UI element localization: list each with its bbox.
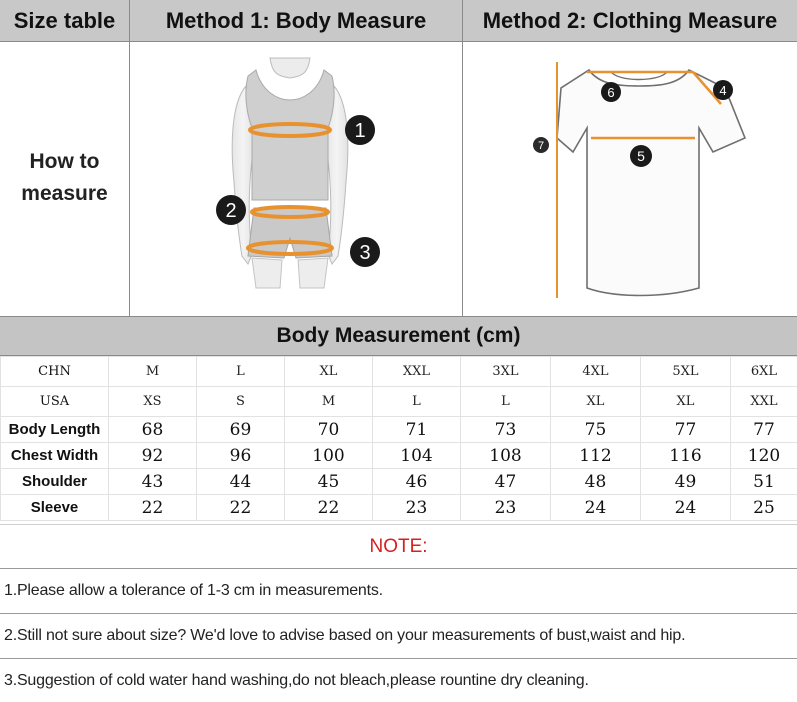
table-cell: 24 bbox=[551, 495, 641, 521]
table-cell: XXL bbox=[373, 357, 461, 387]
marker-7 bbox=[533, 137, 549, 153]
table-cell: M bbox=[285, 387, 373, 417]
table-cell: 22 bbox=[285, 495, 373, 521]
table-cell: 47 bbox=[461, 469, 551, 495]
size-table-header: Size table bbox=[13, 7, 116, 33]
table-row bbox=[1, 495, 797, 521]
table-cell: XXL bbox=[731, 387, 797, 417]
table-row bbox=[1, 443, 797, 469]
table-cell: XL bbox=[641, 387, 731, 417]
table-cell: L bbox=[373, 387, 461, 417]
table-cell: XS bbox=[109, 387, 197, 417]
table-cell: 70 bbox=[285, 417, 373, 443]
table-cell: 96 bbox=[197, 443, 285, 469]
table-cell: 77 bbox=[731, 417, 797, 443]
table-cell: XL bbox=[285, 357, 373, 387]
marker-1 bbox=[345, 115, 375, 145]
table-cell: L bbox=[197, 357, 285, 387]
table-cell: 44 bbox=[197, 469, 285, 495]
how-to-measure-label bbox=[0, 42, 129, 314]
table-cell: 48 bbox=[551, 469, 641, 495]
note-item: 2.Still not sure about size? We'd love to advise based on your measurements of bust,waist and hip. bbox=[0, 613, 797, 657]
svg-text:6: 6 bbox=[607, 85, 615, 100]
note-item: 1.Please allow a tolerance of 1-3 cm in measurements. bbox=[0, 568, 797, 612]
svg-text:2: 2 bbox=[225, 200, 237, 222]
table-cell: 23 bbox=[373, 495, 461, 521]
table-cell: 116 bbox=[641, 443, 731, 469]
table-cell: 4XL bbox=[551, 357, 641, 387]
table-cell: 77 bbox=[641, 417, 731, 443]
clothing-measure-figure bbox=[463, 42, 797, 314]
table-cell: S bbox=[197, 387, 285, 417]
row-label: CHN bbox=[1, 357, 109, 387]
table-cell: 68 bbox=[109, 417, 197, 443]
table-cell: 43 bbox=[109, 469, 197, 495]
table-cell: 104 bbox=[373, 443, 461, 469]
tshirt-icon bbox=[557, 70, 745, 296]
table-cell: M bbox=[109, 357, 197, 387]
table-row bbox=[1, 357, 797, 387]
table-cell: 22 bbox=[197, 495, 285, 521]
marker-3 bbox=[350, 237, 380, 267]
row-label: USA bbox=[1, 387, 109, 417]
method2-header: Method 2: Clothing Measure bbox=[482, 7, 778, 33]
table-row bbox=[1, 387, 797, 417]
method1-header: Method 1: Body Measure bbox=[165, 7, 427, 33]
table-cell: 23 bbox=[461, 495, 551, 521]
table-cell: 3XL bbox=[461, 357, 551, 387]
marker-2 bbox=[216, 195, 246, 225]
how-to-line2: measure bbox=[21, 182, 108, 205]
table-cell: 49 bbox=[641, 469, 731, 495]
table-cell: 69 bbox=[197, 417, 285, 443]
table-cell: 51 bbox=[731, 469, 797, 495]
row-label: Body Length bbox=[1, 417, 109, 443]
section-title: Body Measurement (cm) bbox=[0, 316, 797, 356]
table-cell: 75 bbox=[551, 417, 641, 443]
table-cell: 25 bbox=[731, 495, 797, 521]
marker-4 bbox=[713, 80, 733, 100]
table-cell: 22 bbox=[109, 495, 197, 521]
table-cell: 5XL bbox=[641, 357, 731, 387]
svg-text:3: 3 bbox=[359, 242, 371, 264]
svg-text:7: 7 bbox=[537, 140, 545, 152]
header-row bbox=[0, 0, 797, 42]
marker-5 bbox=[630, 145, 652, 167]
table-cell: XL bbox=[551, 387, 641, 417]
svg-text:1: 1 bbox=[354, 120, 366, 142]
table-row bbox=[1, 417, 797, 443]
table-row bbox=[1, 469, 797, 495]
note-item: 3.Suggestion of cold water hand washing,do not bleach,please rountine dry cleaning. bbox=[0, 658, 797, 702]
table-cell: 73 bbox=[461, 417, 551, 443]
table-cell: 45 bbox=[285, 469, 373, 495]
table-cell: 108 bbox=[461, 443, 551, 469]
table-cell: 46 bbox=[373, 469, 461, 495]
table-cell: 100 bbox=[285, 443, 373, 469]
size-guide-top bbox=[0, 0, 797, 316]
svg-text:5: 5 bbox=[637, 148, 645, 164]
svg-text:4: 4 bbox=[719, 83, 727, 98]
table-cell: L bbox=[461, 387, 551, 417]
table-cell: 112 bbox=[551, 443, 641, 469]
table-cell: 6XL bbox=[731, 357, 797, 387]
row-label: Sleeve bbox=[1, 495, 109, 521]
table-cell: 24 bbox=[641, 495, 731, 521]
row-label: Chest Width bbox=[1, 443, 109, 469]
size-table bbox=[0, 356, 797, 521]
row-label: Shoulder bbox=[1, 469, 109, 495]
table-cell: 120 bbox=[731, 443, 797, 469]
body-measure-figure bbox=[130, 42, 462, 314]
note-title: NOTE: bbox=[0, 524, 797, 569]
table-cell: 71 bbox=[373, 417, 461, 443]
marker-6 bbox=[601, 82, 621, 102]
how-to-line1: How to bbox=[29, 150, 100, 173]
table-cell: 92 bbox=[109, 443, 197, 469]
